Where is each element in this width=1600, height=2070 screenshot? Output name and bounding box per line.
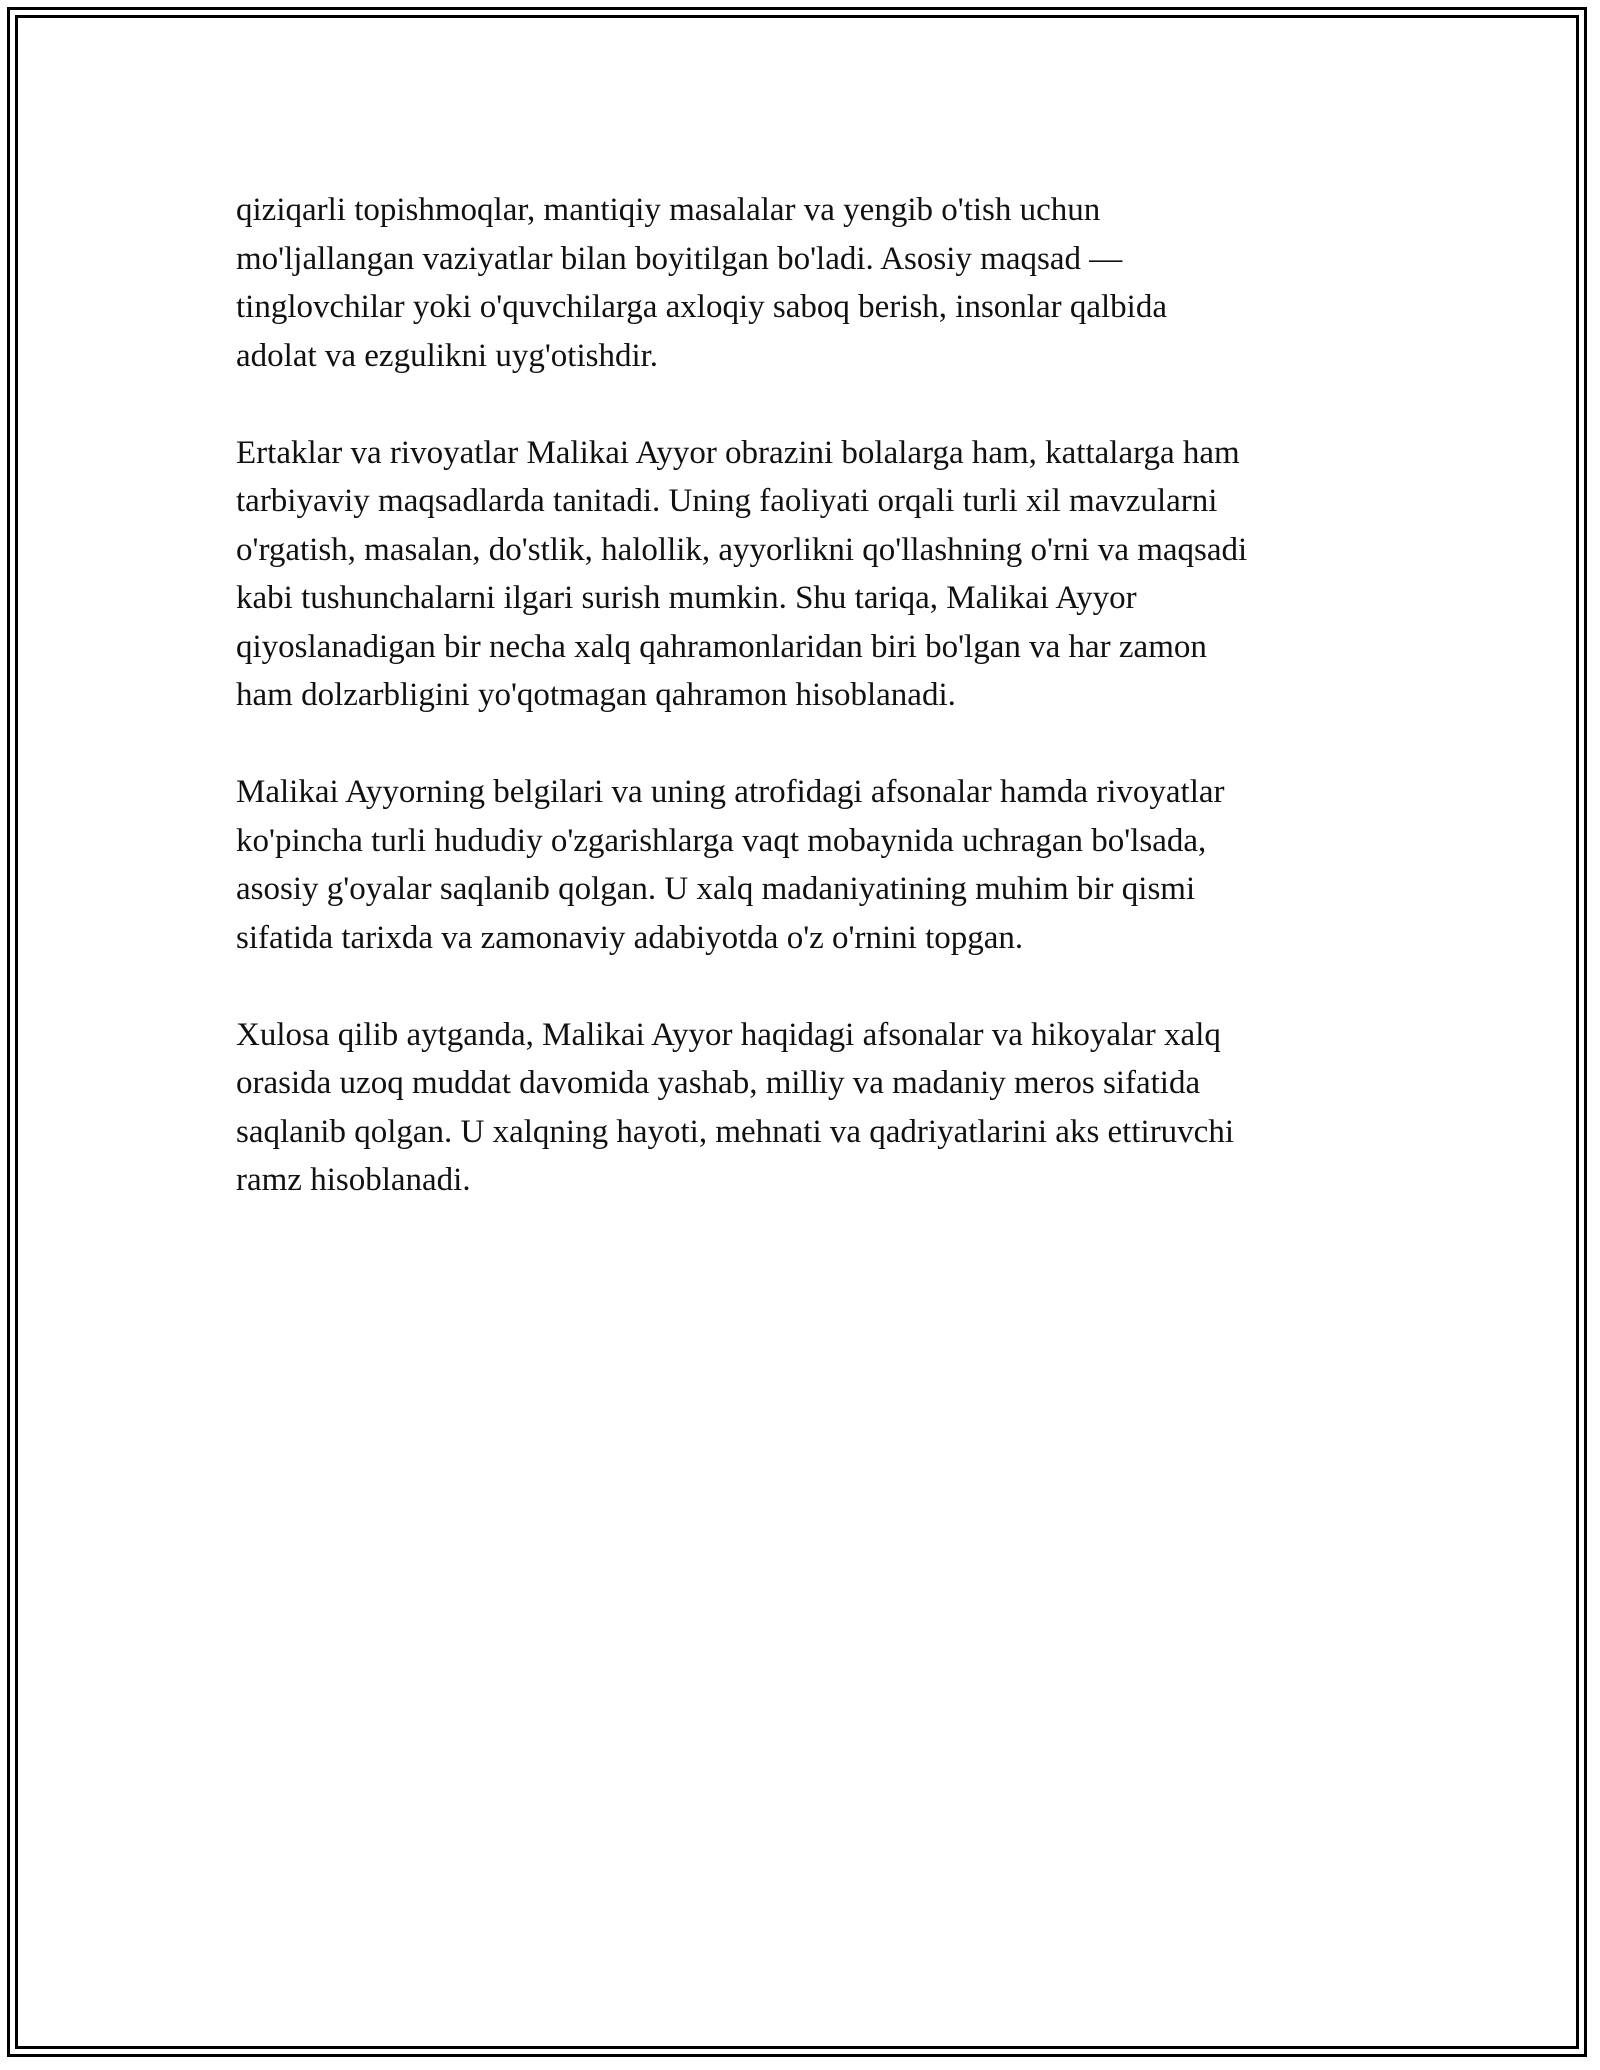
paragraph-line: tarbiyaviy maqsadlarda tanitadi. Uning faoliyati orqali turli xil mavzularni (236, 483, 1218, 519)
paragraph-line: saqlanib qolgan. U xalqning hayoti, mehnati va qadriyatlarini aks ettiruvchi (236, 1113, 1234, 1150)
paragraph-line: ham dolzarbligini yo'qotmagan qahramon hisoblanadi. (236, 677, 956, 713)
document-body (236, 186, 1386, 1253)
paragraph-2 (236, 429, 1386, 720)
paragraph-4 (236, 1011, 1386, 1205)
paragraph-line: sifatida tarixda va zamonaviy adabiyotda o'z o'rnini topgan. (236, 919, 1024, 956)
paragraph-line: adolat va ezgulikni uyg'otishdir. (236, 337, 659, 374)
paragraph-line: ko'pincha turli hududiy o'zgarishlarga vaqt mobaynida uchragan bo'lsada, (236, 822, 1207, 859)
paragraph-line: tinglovchilar yoki o'quvchilarga axloqiy saboq berish, insonlar qalbida (236, 289, 1167, 325)
paragraph-line: orasida uzoq muddat davomida yashab, milliy va madaniy meros sifatida (236, 1065, 1201, 1101)
paragraph-line: ramz hisoblanadi. (236, 1162, 471, 1198)
paragraph-1 (236, 186, 1386, 380)
paragraph-line: qiyoslanadigan bir necha xalq qahramonlaridan biri bo'lgan va har zamon (236, 628, 1207, 665)
paragraph-line: o'rgatish, masalan, do'stlik, halollik, ayyorlikni qo'llashning o'rni va maqsadi (236, 531, 1248, 568)
paragraph-line: kabi tushunchalarni ilgari surish mumkin. Shu tariqa, Malikai Ayyor (236, 580, 1137, 616)
paragraph-line: Xulosa qilib aytganda, Malikai Ayyor haqidagi afsonalar va hikoyalar xalq (236, 1016, 1221, 1053)
paragraph-line: qiziqarli topishmoqlar, mantiqiy masalalar va yengib o'tish uchun (236, 192, 1101, 228)
paragraph-3 (236, 768, 1386, 962)
paragraph-line: Malikai Ayyorning belgilari va uning atrofidagi afsonalar hamda rivoyatlar (236, 774, 1225, 810)
paragraph-line: mo'ljallangan vaziyatlar bilan boyitilgan bo'ladi. Asosiy maqsad — (236, 240, 1123, 277)
paragraph-line: asosiy g'oyalar saqlanib qolgan. U xalq madaniyatining muhim bir qismi (236, 871, 1196, 907)
paragraph-line: Ertaklar va rivoyatlar Malikai Ayyor obrazini bolalarga ham, kattalarga ham (236, 434, 1240, 471)
